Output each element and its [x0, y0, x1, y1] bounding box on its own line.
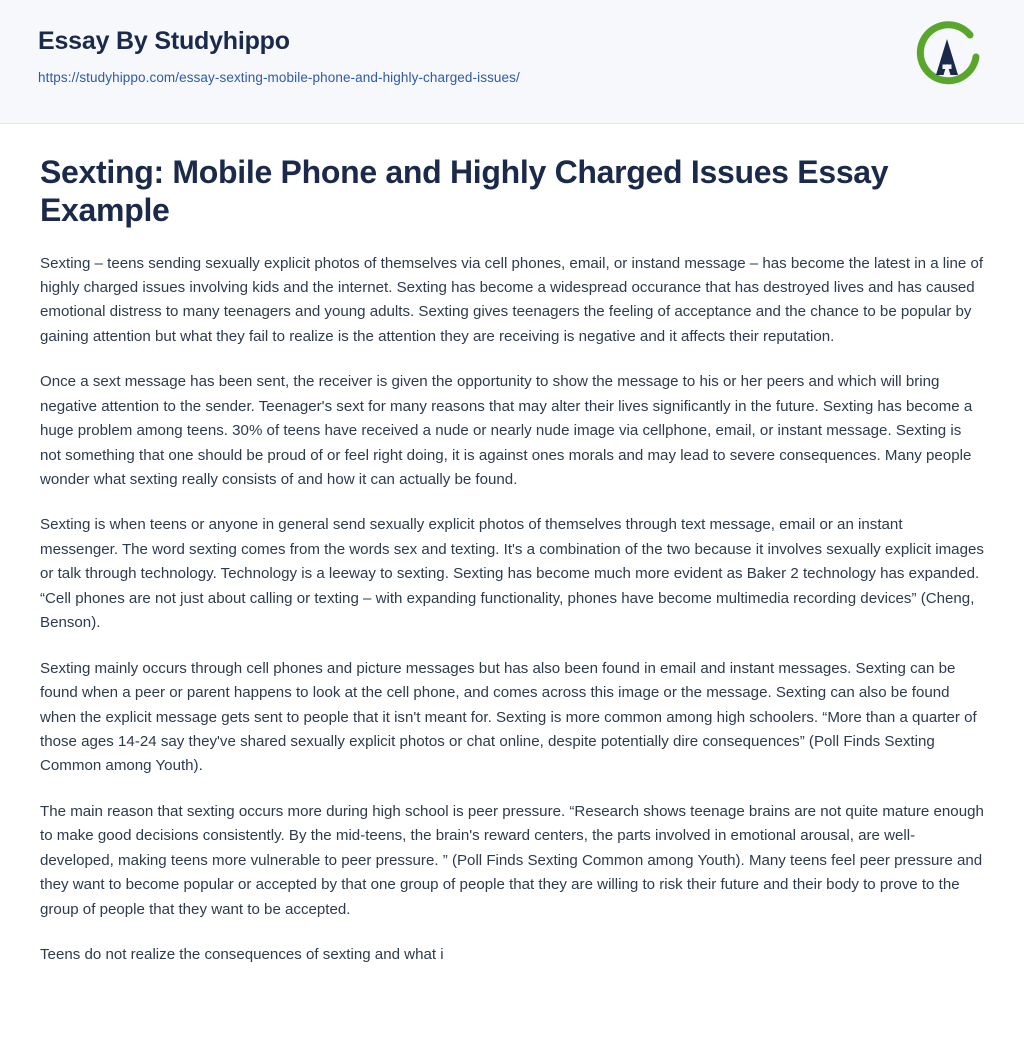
source-url-link[interactable]: https://studyhippo.com/essay-sexting-mobile-phone-and-highly-charged-issues/: [38, 69, 520, 85]
site-brand: Essay By Studyhippo: [38, 27, 290, 55]
site-header: [0, 0, 1024, 124]
article-body: [0, 124, 1024, 967]
paragraph: Sexting mainly occurs through cell phones and picture messages but has also been found in email and instant messages. Sexting can be found when a peer or parent happens to look at the cell phone, and comes across this image or the message. Sexting can also be found when the explicit message gets sent to people that it isn't meant for. Sexting is more common among high schoolers. “More than a quarter of those ages 14-24 say they've shared sexually explicit photos or chat online, despite potentially dire consequences” (Poll Finds Sexting Common among Youth).: [40, 659, 977, 775]
studyhippo-a-logo-icon: [908, 18, 986, 96]
paragraph: Sexting is when teens or anyone in general send sexually explicit photos of themselves through text message, email or an instant messenger. The word sexting comes from the words sex and texting. It's a combination of the two because it involves sexually explicit images or talk through technology. Technology is a leeway to sexting. Sexting has become much more evident as Baker 2 technology has expanded. “Cell phones are not just about calling or texting – with expanding functionality, phones have become multimedia recording devices” (Cheng, Benson).: [40, 516, 984, 632]
paragraph: The main reason that sexting occurs more during high school is peer pressure. “Research shows teenage brains are not quite mature enough to make good decisions consistently. By the mid-teens, the brain's reward centers, the parts involved in emotional arousal, are well-developed, making teens more vulnerable to peer pressure. ” (Poll Finds Sexting Common among Youth). Many teens feel peer pressure and they want to become popular or accepted by that one group of people that they are willing to risk their future and their body to prove to the group of people that they want to be accepted.: [40, 802, 984, 918]
paragraph: Teens do not realize the consequences of sexting and what i: [40, 946, 444, 963]
page-title: Sexting: Mobile Phone and Highly Charged Issues Essay Example: [40, 154, 889, 228]
paragraph: Once a sext message has been sent, the receiver is given the opportunity to show the message to his or her peers and which will bring negative attention to the sender. Teenager's sext for many reasons that may alter their lives significantly in the future. Sexting has become a huge problem among teens. 30% of teens have received a nude or nearly nude image via cellphone, email, or instant message. Sexting is not something that one should be proud of or feel right doing, it is against ones morals and may lead to severe consequences. Many people wonder what sexting really consists of and how it can actually be found.: [40, 373, 973, 488]
paragraph: Sexting – teens sending sexually explicit photos of themselves via cell phones, email, or instand message – has become the latest in a line of highly charged issues involving kids and the internet. Sexting has become a widespread occurance that has destroyed lives and has caused emotional distress to many teenagers and young adults. Sexting gives teenagers the feeling of acceptance and the chance to be popular by gaining attention but what they fail to realize is the attention they are receiving is negative and it affects their reputation.: [40, 254, 984, 345]
